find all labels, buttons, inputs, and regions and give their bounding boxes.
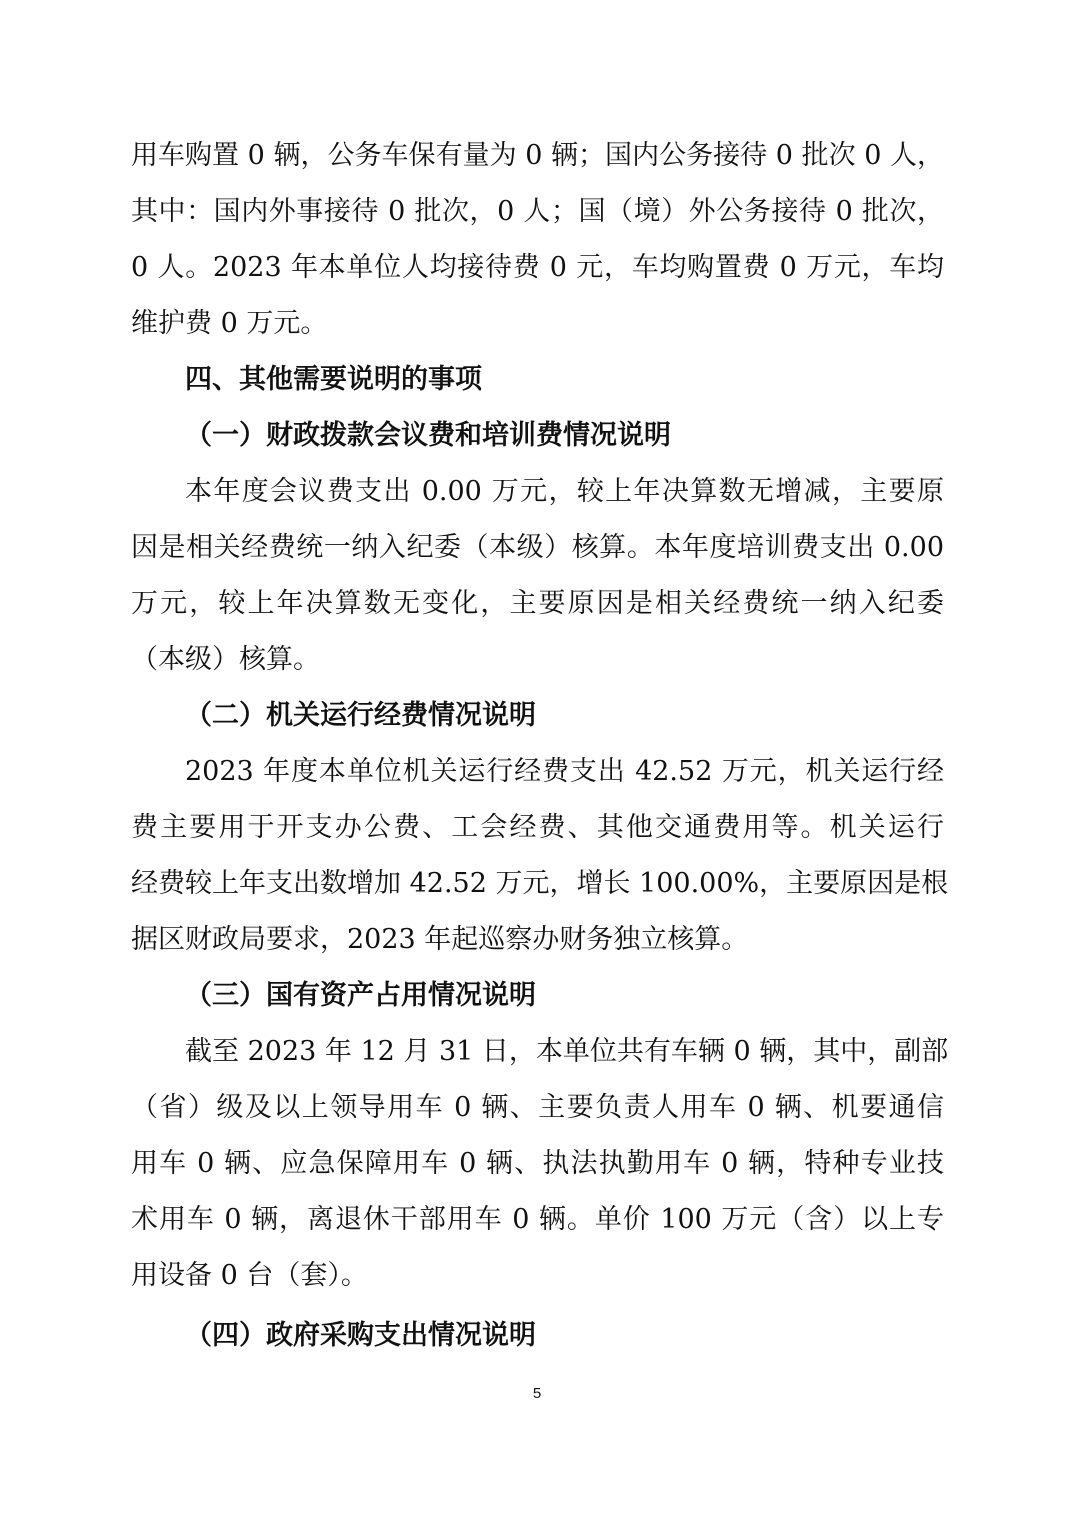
paragraph-line: 用车 0 辆、应急保障用车 0 辆、执法执勤用车 0 辆，特种专业技 (131, 1148, 944, 1179)
paragraph-line: 经费较上年支出数增加 42.52 万元，增长 100.00%，主要原因是根 (131, 868, 949, 899)
paragraph-line: 用设备 0 台（套）。 (131, 1260, 368, 1291)
paragraph-line: 据区财政局要求，2023 年起巡察办财务独立核算。 (131, 924, 749, 955)
subsection-heading: （一）财政拨款会议费和培训费情况说明 (185, 420, 671, 451)
page-number: 5 (532, 1385, 542, 1402)
paragraph-line: 本年度会议费支出 0.00 万元，较上年决算数无增减，主要原 (185, 476, 944, 507)
paragraph-line: 术用车 0 辆，离退休干部用车 0 辆。单价 100 万元（含）以上专 (131, 1204, 944, 1235)
paragraph-line: 0 人。2023 年本单位人均接待费 0 元，车均购置费 0 万元，车均 (131, 252, 944, 283)
paragraph-line: 2023 年度本单位机关运行经费支出 42.52 万元，机关运行经 (185, 756, 944, 787)
subsection-heading: （三）国有资产占用情况说明 (185, 980, 536, 1011)
paragraph-line: 其中：国内外事接待 0 批次，0 人；国（境）外公务接待 0 批次， (131, 196, 944, 227)
subsection-heading: （二）机关运行经费情况说明 (185, 700, 536, 731)
paragraph-line: 费主要用于开支办公费、工会经费、其他交通费用等。机关运行 (131, 812, 944, 843)
paragraph-line: 因是相关经费统一纳入纪委（本级）核算。本年度培训费支出 0.00 (131, 532, 944, 563)
subsection-heading: （四）政府采购支出情况说明 (185, 1320, 536, 1351)
paragraph-line: 用车购置 0 辆，公务车保有量为 0 辆；国内公务接待 0 批次 0 人， (131, 140, 944, 171)
paragraph-line: （省）级及以上领导用车 0 辆、主要负责人用车 0 辆、机要通信 (131, 1092, 944, 1123)
paragraph-line: 万元，较上年决算数无变化，主要原因是相关经费统一纳入纪委 (131, 588, 944, 619)
paragraph-line: 截至 2023 年 12 月 31 日，本单位共有车辆 0 辆，其中，副部 (185, 1036, 949, 1067)
section-heading: 四、其他需要说明的事项 (185, 364, 482, 395)
paragraph-line: （本级）核算。 (131, 644, 320, 675)
paragraph-line: 维护费 0 万元。 (131, 308, 328, 339)
